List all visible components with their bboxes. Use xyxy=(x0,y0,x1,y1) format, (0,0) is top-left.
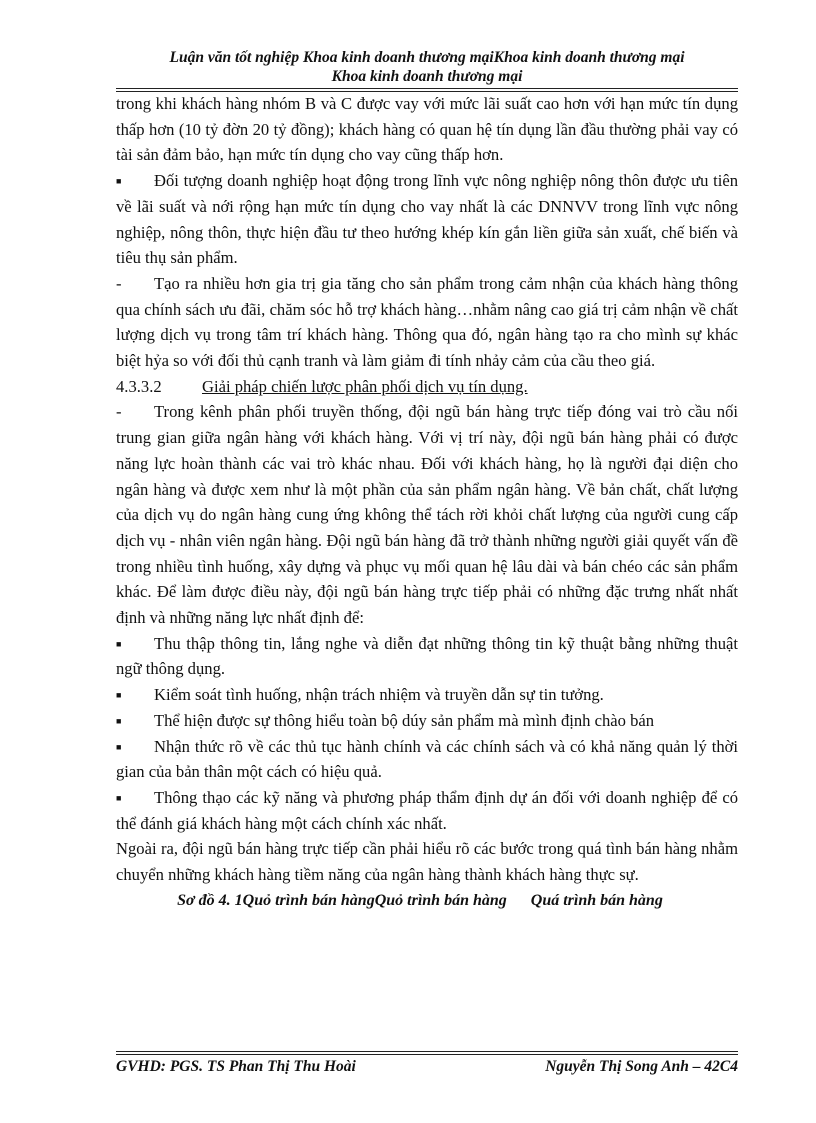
bullet-text: Nhận thức rõ về các thủ tục hành chính và các chính sách và có khả năng quản lý thời gian của bản thân một cách có hiệu quả. xyxy=(116,736,738,782)
paragraph-closing: Ngoài ra, đội ngũ bán hàng trực tiếp cần phải hiểu rõ các bước trong quá tình bán hàng nhằm chuyển những khách hàng tiềm năng của ngân hàng thành khách hàng thực sự. xyxy=(116,839,738,885)
bullet-item xyxy=(116,734,738,785)
caption-part-a: Sơ đồ 4. 1Quỏ trình bán hàngQuỏ trình bán hàng xyxy=(177,891,507,909)
footer-rule xyxy=(116,1054,738,1055)
bullet-text: Thể hiện được sự thông hiểu toàn bộ dúy sản phẩm mà mình định chào bán xyxy=(154,710,655,730)
bullet-marker: ■ xyxy=(116,741,122,752)
bullet-marker: ■ xyxy=(116,792,122,803)
bullet-text: Đối tượng doanh nghiệp hoạt động trong lĩnh vực nông nghiệp nông thôn được ưu tiên về lãi suất và nới rộng hạn mức tín dụng cho vay nhất là các DNNVV trong lĩnh vực nông nghiệp, nông thôn, thực hiện đầu tư theo hướng khép kín gắn liền giữa sản xuất, chế biến và tiêu thụ sản phẩm. xyxy=(116,171,738,268)
dash-text: Tạo ra nhiều hơn gia trị gia tăng cho sản phẩm trong cảm nhận của khách hàng thông qua chính sách ưu đãi, chăm sóc hỗ trợ khách hàng…nhằm nâng cao giá trị cảm nhận về chất lượng dịch vụ trong tâm trí khách hàng. Thông qua đó, ngân hàng tạo ra cho mình sự khác biệt hỷa so với đối thủ cạnh tranh và làm giảm đi tính nhảy cảm của cầu theo giá. xyxy=(116,273,738,371)
section-heading xyxy=(116,374,738,400)
dash-marker: - xyxy=(116,402,122,422)
bullet-marker: ■ xyxy=(116,176,122,187)
footer-advisor: GVHD: PGS. TS Phan Thị Thu Hoài xyxy=(116,1058,356,1075)
footer-rule-thin xyxy=(116,1051,738,1052)
bullet-item xyxy=(116,631,738,682)
footer-author: Nguyễn Thị Song Anh – 42C4 xyxy=(545,1058,738,1075)
paragraph-continuation: trong khi khách hàng nhóm B và C được vay với mức lãi suất cao hơn với hạn mức tín dụng thấp hơn (10 tỷ đờn 20 tỷ đồng); khách hàng có quan hệ tín dụng lần đầu thường phải vay có tài sản đảm bảo, hạn mức tín dụng cho vay cũng thấp hơn. xyxy=(116,94,738,165)
bullet-item xyxy=(116,682,738,708)
dash-item xyxy=(116,399,738,630)
bullet-marker: ■ xyxy=(116,638,122,649)
dash-text: Trong kênh phân phối truyền thống, đội ngũ bán hàng trực tiếp đóng vai trò cầu nối trung gian giữa ngân hàng với khách hàng. Với vị trí này, đội ngũ bán hàng phải có được năng lực hoàn thành các vai trò khác nhau. Đối với khách hàng, họ là người đại diện cho ngân hàng và được xem như là một phần của sản phẩm ngân hàng. Về bản chất, chất lượng của dịch vụ do ngân hàng cung ứng không thể tách rời khỏi chất lượng của người cung cấp dịch vụ - nhân viên ngân hàng. Đội ngũ bán hàng đã trở thành những người giải quyết vấn đề trong nhiều tình huống, xây dựng và phục vụ mối quan hệ lâu dài và bán chéo các sản phẩm khác. Để làm được điều này, đội ngũ bán hàng trực tiếp phải có những đặc trưng nhất nhất định và những năng lực nhất định để: xyxy=(116,402,738,628)
dash-marker: - xyxy=(116,273,122,293)
bullet-item xyxy=(116,168,738,271)
bullet-item xyxy=(116,708,738,734)
bullet-marker: ■ xyxy=(116,715,122,726)
bullet-text: Thông thạo các kỹ năng và phương pháp thẩm định dự án đối với doanh nghiệp để có thể đánh giá khách hàng một cách chính xác nhất. xyxy=(116,787,738,833)
bullet-item xyxy=(116,785,738,836)
bullet-marker: ■ xyxy=(116,690,122,701)
document-body xyxy=(116,91,738,914)
page-footer xyxy=(116,1058,738,1076)
section-number: 4.3.3.2 xyxy=(116,376,162,396)
caption-part-b: Quá trình bán hàng xyxy=(530,891,663,909)
section-title: Giải pháp chiến lược phân phối dịch vụ tín dụng. xyxy=(202,376,528,396)
dash-item xyxy=(116,271,738,374)
header-rule xyxy=(116,88,738,89)
figure-caption xyxy=(116,888,738,914)
page-header xyxy=(116,48,738,86)
bullet-text: Kiểm soát tình huống, nhận trách nhiệm và truyền dẫn sự tin tưởng. xyxy=(154,685,604,705)
header-line-2: Khoa kinh doanh thương mại xyxy=(331,68,523,85)
header-line-1: Luận văn tốt nghiệp Khoa kinh doanh thương mạiKhoa kinh doanh thương mại xyxy=(169,49,685,66)
bullet-text: Thu thập thông tin, lắng nghe và diễn đạt những thông tin kỹ thuật bằng những thuật ngữ thông dụng. xyxy=(116,633,738,679)
